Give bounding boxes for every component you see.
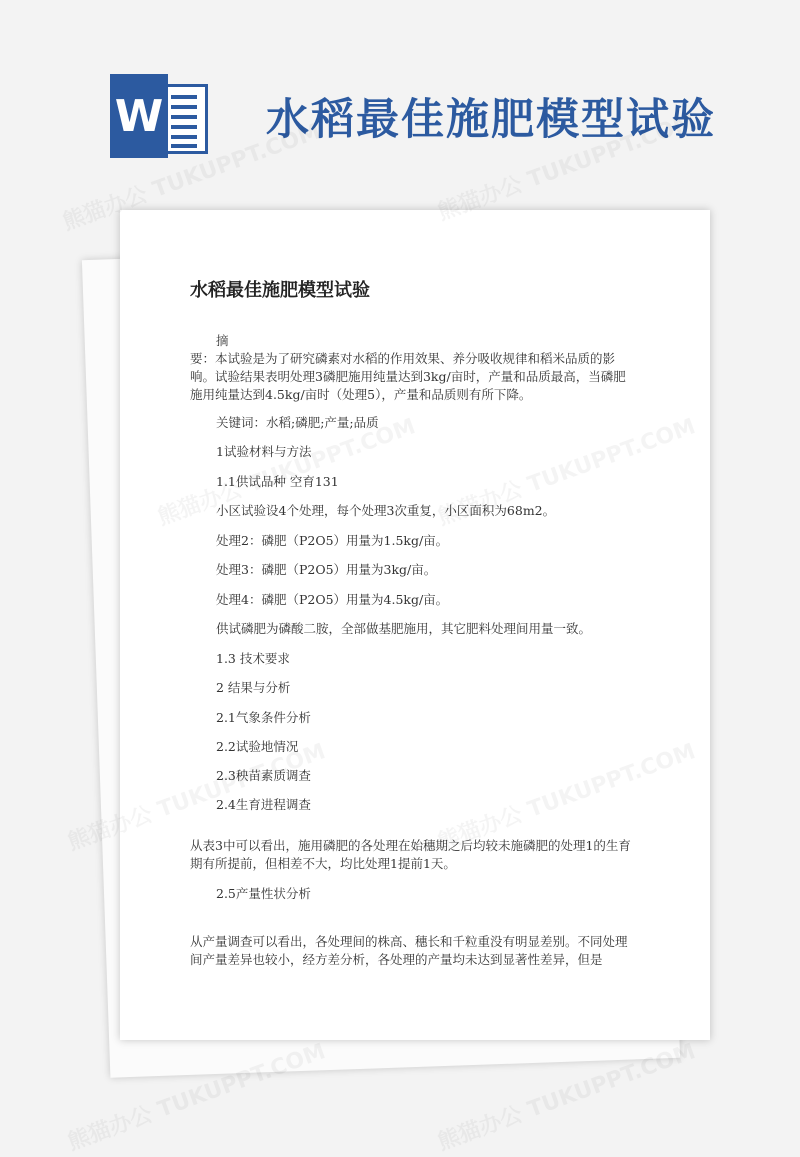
- text-line: 处理2：磷肥（P2O5）用量为1.5kg/亩。: [216, 533, 449, 548]
- document-page: [120, 210, 710, 1040]
- document-title: 水稻最佳施肥模型试验: [190, 280, 370, 301]
- text-line: 处理3：磷肥（P2O5）用量为3kg/亩。: [216, 562, 437, 577]
- keywords-line: 关键词：水稻;磷肥;产量;品质: [216, 415, 379, 430]
- text-line: 处理4：磷肥（P2O5）用量为4.5kg/亩。: [216, 592, 449, 607]
- word-letter-badge: W: [110, 74, 168, 158]
- abstract-paragraph: 要：本试验是为了研究磷素对水稻的作用效果、养分吸收规律和稻米品质的影响。试验结果表明处理3磷肥施用纯量达到3kg/亩时，产量和品质最高，当磷肥施用纯量达到4.5kg/亩时（处理5），产量和品质则有所下降。: [190, 351, 626, 402]
- yield-paragraph: 从产量调查可以看出，各处理间的株高、穗长和千粒重没有明显差别。不同处理间产量差异也较小，经方差分析，各处理的产量均未达到显著性差异，但是: [190, 934, 628, 967]
- subsection-heading: 2.1气象条件分析: [216, 710, 311, 725]
- subsection-heading: 1.1供试品种 空育131: [216, 474, 339, 489]
- subsection-heading: 2.3秧苗素质调查: [216, 768, 311, 783]
- text-line: 供试磷肥为磷酸二胺，全部做基肥施用，其它肥料处理间用量一致。: [216, 621, 592, 636]
- abstract-label: 摘: [216, 333, 229, 348]
- section-heading: 1试验材料与方法: [216, 444, 312, 459]
- subsection-heading: 2.4生育进程调查: [216, 797, 311, 812]
- section-heading: 2 结果与分析: [216, 680, 291, 695]
- text-line: 小区试验设4个处理，每个处理3次重复，小区面积为68m2。: [216, 503, 556, 518]
- growth-paragraph: 从表3中可以看出，施用磷肥的各处理在始穗期之后均较未施磷肥的处理1的生育期有所提前，但相差不大，均比处理1提前1天。: [190, 838, 631, 871]
- subsection-heading: 2.5产量性状分析: [216, 886, 311, 901]
- word-icon: [108, 70, 212, 162]
- subsection-heading: 1.3 技术要求: [216, 651, 290, 666]
- subsection-heading: 2.2试验地情况: [216, 739, 299, 754]
- banner-title: 水稻最佳施肥模型试验: [266, 95, 716, 145]
